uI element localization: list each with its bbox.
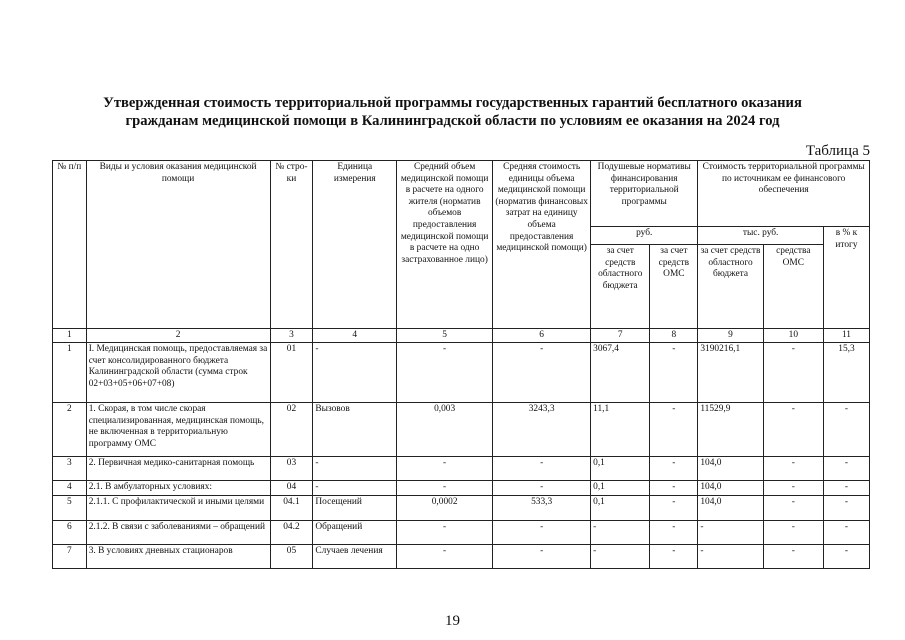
column-number: 1 xyxy=(53,329,87,343)
row-per-capita-oms-cell: - xyxy=(650,481,698,496)
row-volume-cell: - xyxy=(397,481,493,496)
row-unit-cost-cell: 533,3 xyxy=(493,495,591,520)
header-avg-cost: Средняя стоимость единицы объема медицинской помощи (норматив финансовых затрат на единицу объема предоставления медицинской помощи) xyxy=(493,161,591,329)
header-regional-budget: за счет средств областного бюджета xyxy=(591,245,650,329)
table-row xyxy=(53,520,870,544)
column-number: 5 xyxy=(397,329,493,343)
row-percent-cell: - xyxy=(823,495,869,520)
title-line-1: Утвержденная стоимость территориальной программы государственных гарантий бесплатного оказания xyxy=(103,95,802,111)
row-total-budget-cell: 104,0 xyxy=(698,495,763,520)
row-line-cell: 03 xyxy=(270,457,313,481)
header-thous-rub: тыс. руб. xyxy=(698,227,824,245)
header-type: Виды и условия оказания медицинской помощи xyxy=(86,161,270,329)
row-type-cell: 3. В условиях дневных стационаров xyxy=(86,544,270,568)
row-type-cell: 2. Первичная медико-санитарная помощь xyxy=(86,457,270,481)
row-line-cell: 05 xyxy=(270,544,313,568)
row-unit-cost-cell: 3243,3 xyxy=(493,403,591,457)
row-volume-cell: 0,003 xyxy=(397,403,493,457)
cost-table xyxy=(52,160,870,569)
row-percent-cell: - xyxy=(823,481,869,496)
row-unit-cost-cell: - xyxy=(493,343,591,403)
row-per-capita-budget-cell: 0,1 xyxy=(591,457,650,481)
column-number: 4 xyxy=(313,329,397,343)
row-percent-cell: - xyxy=(823,544,869,568)
row-unit-cell: Обращений xyxy=(313,520,397,544)
row-type-cell: 2.1. В амбулаторных условиях: xyxy=(86,481,270,496)
row-unit-cell: - xyxy=(313,343,397,403)
row-per-capita-budget-cell: - xyxy=(591,544,650,568)
row-per-capita-budget-cell: 0,1 xyxy=(591,495,650,520)
row-per-capita-oms-cell: - xyxy=(650,520,698,544)
header-avg-volume: Средний объем медицинской помощи в расчете на одного жителя (норматив объемов предоставления медицинской помощи в расчете на одно застрахованное лицо) xyxy=(397,161,493,329)
column-number: 10 xyxy=(763,329,823,343)
table-row xyxy=(53,544,870,568)
row-unit-cost-cell: - xyxy=(493,481,591,496)
row-volume-cell: - xyxy=(397,343,493,403)
row-per-capita-budget-cell: 3067,4 xyxy=(591,343,650,403)
column-number: 7 xyxy=(591,329,650,343)
row-total-budget-cell: 3190216,1 xyxy=(698,343,763,403)
row-total-oms-cell: - xyxy=(763,520,823,544)
row-percent-cell: 15,3 xyxy=(823,343,869,403)
row-type-cell: 2.1.2. В связи с заболеваниями – обращений xyxy=(86,520,270,544)
row-unit-cost-cell: - xyxy=(493,544,591,568)
row-total-oms-cell: - xyxy=(763,544,823,568)
header-rub: руб. xyxy=(591,227,698,245)
row-unit-cell: Случаев лечения xyxy=(313,544,397,568)
row-type-cell: 2.1.1. С профилактической и иными целями xyxy=(86,495,270,520)
row-volume-cell: - xyxy=(397,520,493,544)
header-oms-funds-2: средства ОМС xyxy=(763,245,823,329)
row-per-capita-budget-cell: 11,1 xyxy=(591,403,650,457)
row-unit-cost-cell: - xyxy=(493,520,591,544)
row-unit-cost-cell: - xyxy=(493,457,591,481)
row-total-oms-cell: - xyxy=(763,481,823,496)
column-number: 3 xyxy=(270,329,313,343)
row-per-capita-oms-cell: - xyxy=(650,457,698,481)
column-number: 9 xyxy=(698,329,763,343)
header-unit: Единица измерения xyxy=(313,161,397,329)
row-total-budget-cell: - xyxy=(698,520,763,544)
row-percent-cell: - xyxy=(823,403,869,457)
row-total-budget-cell: 11529,9 xyxy=(698,403,763,457)
row-unit-cell: - xyxy=(313,481,397,496)
row-line-cell: 01 xyxy=(270,343,313,403)
row-type-cell: 1. Скорая, в том числе скорая специализированная, медицинская помощь, не включенная в территориальную программу ОМС xyxy=(86,403,270,457)
row-per-capita-oms-cell: - xyxy=(650,544,698,568)
row-per-capita-oms-cell: - xyxy=(650,403,698,457)
table-row xyxy=(53,457,870,481)
row-unit-cell: - xyxy=(313,457,397,481)
table-row xyxy=(53,343,870,403)
row-number-cell: 6 xyxy=(53,520,87,544)
table-header xyxy=(53,161,870,343)
row-volume-cell: - xyxy=(397,457,493,481)
row-percent-cell: - xyxy=(823,520,869,544)
title-line-2: гражданам медицинской помощи в Калининградской области по условиям ее оказания на 2024 год xyxy=(125,113,780,129)
row-total-oms-cell: - xyxy=(763,495,823,520)
row-line-cell: 02 xyxy=(270,403,313,457)
header-per-capita: Подушевые нормативы финансирования территориальной программы xyxy=(591,161,698,227)
table-row xyxy=(53,481,870,496)
table-body xyxy=(53,343,870,569)
row-per-capita-budget-cell: - xyxy=(591,520,650,544)
row-total-oms-cell: - xyxy=(763,403,823,457)
table-row xyxy=(53,403,870,457)
header-oms-funds: за счет средств ОМС xyxy=(650,245,698,329)
column-number: 2 xyxy=(86,329,270,343)
document-title xyxy=(40,94,865,130)
row-number-cell: 1 xyxy=(53,343,87,403)
row-type-cell: I. Медицинская помощь, предоставляемая за счет консолидированного бюджета Калининградской области (сумма строк 02+03+05+06+07+08) xyxy=(86,343,270,403)
row-volume-cell: - xyxy=(397,544,493,568)
header-regional-budget-2: за счет средств областного бюджета xyxy=(698,245,763,329)
page-number: 19 xyxy=(445,613,460,629)
table-row xyxy=(53,495,870,520)
row-unit-cell: Вызовов xyxy=(313,403,397,457)
table-label: Таблица 5 xyxy=(805,143,870,159)
row-per-capita-oms-cell: - xyxy=(650,343,698,403)
row-total-budget-cell: - xyxy=(698,544,763,568)
row-line-cell: 04.2 xyxy=(270,520,313,544)
header-num: № п/п xyxy=(53,161,87,329)
column-number: 8 xyxy=(650,329,698,343)
row-number-cell: 7 xyxy=(53,544,87,568)
column-numbers-row xyxy=(53,329,870,343)
row-number-cell: 4 xyxy=(53,481,87,496)
row-total-budget-cell: 104,0 xyxy=(698,481,763,496)
row-total-oms-cell: - xyxy=(763,457,823,481)
row-line-cell: 04.1 xyxy=(270,495,313,520)
row-unit-cell: Посещений xyxy=(313,495,397,520)
column-number: 11 xyxy=(823,329,869,343)
header-cost: Стоимость территориальной программы по источникам ее финансового обеспечения xyxy=(698,161,870,227)
row-number-cell: 5 xyxy=(53,495,87,520)
row-percent-cell: - xyxy=(823,457,869,481)
row-number-cell: 3 xyxy=(53,457,87,481)
row-number-cell: 2 xyxy=(53,403,87,457)
header-row-no: № стро- ки xyxy=(270,161,313,329)
row-volume-cell: 0,0002 xyxy=(397,495,493,520)
column-number: 6 xyxy=(493,329,591,343)
row-line-cell: 04 xyxy=(270,481,313,496)
row-per-capita-oms-cell: - xyxy=(650,495,698,520)
row-total-oms-cell: - xyxy=(763,343,823,403)
header-percent: в % к итогу xyxy=(823,227,869,329)
row-total-budget-cell: 104,0 xyxy=(698,457,763,481)
row-per-capita-budget-cell: 0,1 xyxy=(591,481,650,496)
